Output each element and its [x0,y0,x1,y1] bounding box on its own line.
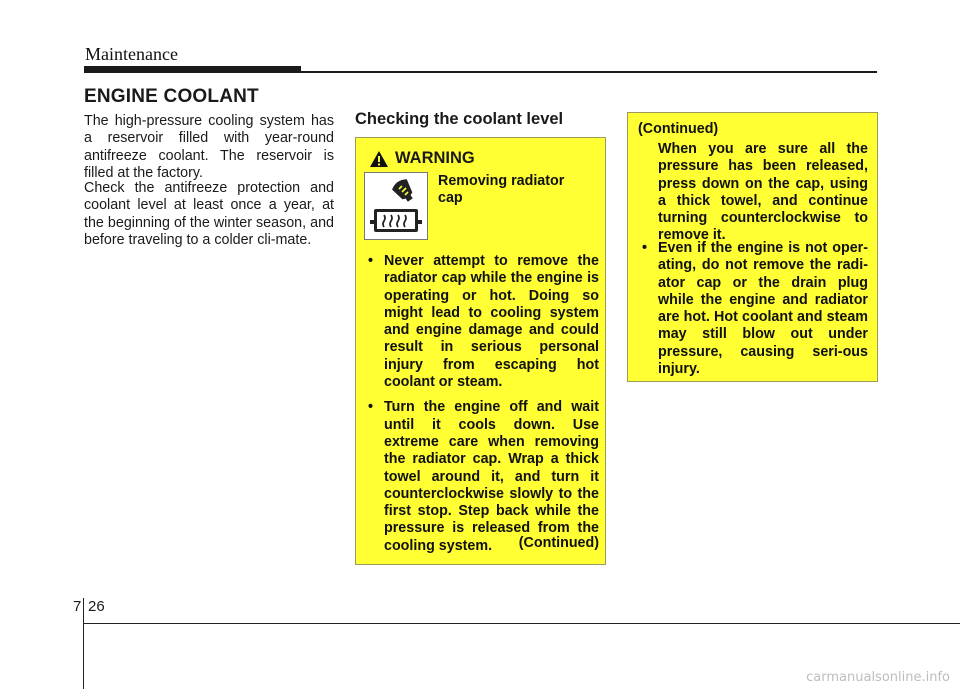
running-header: Maintenance [85,44,178,64]
header-rule-thin [301,71,877,73]
watermark: carmanualsonline.info [806,670,950,685]
warning-triangle-icon [369,150,389,168]
section-title: ENGINE COOLANT [84,86,259,107]
warning-subtitle: Removing radiator cap [438,173,565,207]
continued-heading: (Continued) [638,121,719,137]
body-paragraph-2: Check the antifreeze protection and coolant level at least once a year, at the beginning of the winter season, and before traveling to a colder cli-mate. [84,180,334,248]
warning-bullet-1: • Never attempt to remove the radiator cap while the engine is operating or hot. Doing so might lead to cooling system and engine damage and could result in serious personal injury from escaping hot coolant or steam. [364,253,599,391]
warning-box [355,137,606,565]
page-divider [83,598,84,689]
warning-bullet-2: • Turn the engine off and wait until it cools down. Use extreme care when removing the radiator cap. Wrap a thick towel around it, and turn it counterclockwise slowly to the first stop. Step back while the pressure is released from the cooling system. [364,399,599,555]
warning-header [369,149,475,168]
continued-text: When you are sure all the pressure has been released, press down on the cap, using a thick towel, and continue turning counterclockwise to remove it. [658,141,868,244]
header-rule-thick [84,66,301,73]
continued-bullet-list [638,240,868,378]
body-paragraph-1: The high-pressure cooling system has a reservoir filled with year-round antifreeze coolant. The reservoir is filled at the factory. [84,113,334,181]
continued-bullet-1: • Even if the engine is not oper-ating, do not remove the radi-ator cap or the drain plug while the engine and radiator are hot. Hot coolant and steam may still blow out under pressure, causing seri-ous injury. [638,240,868,378]
subsection-title: Checking the coolant level [355,110,564,128]
page-number: 26 [88,598,105,615]
chapter-number: 7 [73,598,82,615]
continued-warning-box [627,112,878,382]
continued-label: (Continued) [518,535,599,551]
warning-title: WARNING [395,149,475,167]
warning-bullet-list [364,253,599,555]
footer-rule [83,623,960,624]
hot-radiator-icon [364,172,428,240]
